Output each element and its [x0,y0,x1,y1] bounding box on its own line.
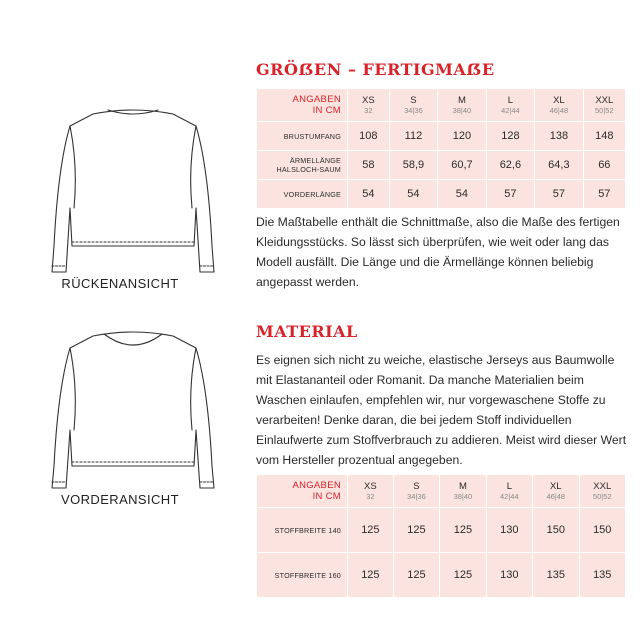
size-column-header [348,475,393,507]
size-column-header [487,475,532,507]
header-label-line-2: IN CM [312,105,341,116]
eu-size: 34|36 [404,106,423,115]
size-name: XL [553,95,565,106]
front-view-label: VORDERANSICHT [61,492,179,507]
table-cell: 57 [487,180,534,208]
header-label-line-2: IN CM [312,491,341,502]
table-cell: 130 [487,508,532,552]
table-cell: 57 [535,180,582,208]
garment-views [0,0,240,640]
sizes-table-header-label [257,89,347,121]
sizes-note: Die Maßtabelle enthält die Schnittmaße, also die Maße des fertigen Kleidungsstücks. So lässt sich überprüfen, wie weit oder lang das Modell ausfällt. Die Länge und die Ärmellänge können beliebig angepasst werden. [256,215,620,289]
size-name: S [410,95,417,106]
table-cell: 112 [390,122,437,150]
eu-size: 50|52 [592,492,612,501]
table-cell: 58,9 [390,151,437,179]
table-cell: 150 [580,508,626,552]
table-cell: 135 [533,553,578,597]
material-text: Es eignen sich nicht zu weiche, elastische Jerseys aus Baumwolle mit Elastananteil oder Romanit. Da manche Materialien beim Waschen einlaufen, empfehlen wir, nur vorgewaschene Stoffe zu verarbeiten! Denke daran, die bei jedem Stoff individuellen Einlaufwerte zum Stoffverbrauch zu addieren. Meist wird dieser Wert vom Hersteller prozentual angegeben. [256,353,627,467]
size-name: XXL [595,95,614,106]
size-name: XS [364,481,377,492]
eu-size: 34|36 [407,492,426,501]
table-row [257,508,625,552]
row-label [257,151,347,179]
size-name: M [458,481,467,492]
back-view-label: RÜCKENANSICHT [61,276,179,291]
table-cell: 64,3 [535,151,582,179]
size-name: XXL [593,481,612,492]
fabric-table-header-row [257,475,625,507]
size-column-header [394,475,439,507]
row-label-line-1: ÄRMELLÄNGE [289,156,341,165]
eu-size: 38|40 [452,106,472,115]
size-name: L [507,95,514,106]
eu-size: 32 [364,106,373,115]
row-label: STOFFBREITE 160 [257,553,347,597]
table-cell: 54 [438,180,485,208]
size-column-header [535,89,582,121]
eu-size: 42|44 [501,106,520,115]
table-cell: 125 [440,508,485,552]
header-label-line-1: ANGABEN [292,480,341,491]
table-cell: 125 [394,508,439,552]
size-name: M [457,95,466,106]
table-cell: 148 [584,122,625,150]
table-cell: 130 [487,553,532,597]
size-column-header [390,89,437,121]
table-cell: 138 [535,122,582,150]
size-name: XL [549,481,562,492]
table-cell: 120 [438,122,485,150]
table-cell: 57 [584,180,625,208]
back-view-drawing [38,96,228,276]
size-column-header [580,475,626,507]
size-column-header [438,89,485,121]
back-view-sweater-illustration [38,96,228,276]
table-cell: 66 [584,151,625,179]
eu-size: 42|44 [500,492,519,501]
row-label: STOFFBREITE 140 [257,508,347,552]
table-cell: 125 [348,553,393,597]
table-row [257,122,625,150]
eu-size: 50|52 [594,106,614,115]
header-label-line-1: ANGABEN [292,94,341,105]
size-column-header [348,89,389,121]
table-cell: 108 [348,122,389,150]
row-label: BRUSTUMFANG [257,122,347,150]
eu-size: 46|48 [546,492,566,501]
table-cell: 128 [487,122,534,150]
table-cell: 54 [390,180,437,208]
table-cell: 135 [580,553,626,597]
table-cell: 58 [348,151,389,179]
fabric-table-header-label [257,475,347,507]
table-row [257,180,625,208]
size-column-header [487,89,534,121]
eu-size: 46|48 [549,106,569,115]
size-name: XS [362,95,375,106]
size-name: S [413,481,420,492]
fabric-table [256,474,626,598]
size-name: L [506,481,512,492]
table-cell: 125 [440,553,485,597]
material-heading: MATERIAL [256,322,358,341]
table-cell: 54 [348,180,389,208]
sizes-table-header-row [257,89,625,121]
eu-size: 38|40 [453,492,473,501]
table-cell: 62,6 [487,151,534,179]
size-column-header [584,89,625,121]
front-view-drawing [38,322,228,492]
table-cell: 125 [394,553,439,597]
front-view-sweater-illustration [38,322,228,492]
size-column-header [533,475,578,507]
table-row [257,553,625,597]
row-label: VORDERLÄNGE [257,180,347,208]
size-column-header [440,475,485,507]
sizes-table [256,88,626,209]
row-label-line-2: HALSLOCH-SAUM [276,165,341,174]
table-cell: 150 [533,508,578,552]
table-row [257,151,625,179]
sizes-heading: GRÖẞEN – FERTIGMAẞE [256,60,495,79]
eu-size: 32 [366,492,375,501]
table-cell: 60,7 [438,151,485,179]
table-cell: 125 [348,508,393,552]
